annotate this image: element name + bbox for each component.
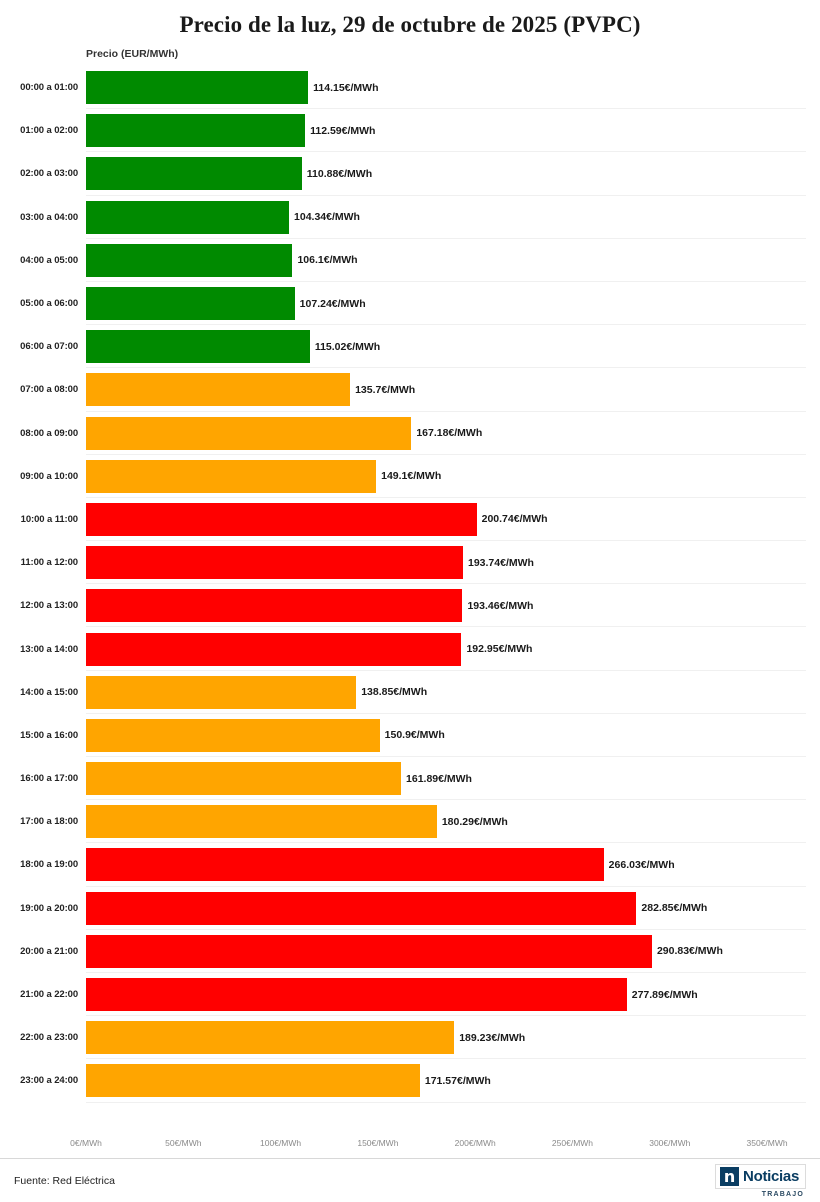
x-axis-tick-label: 200€/MWh: [454, 1138, 496, 1148]
bar-value-label: 200.74€/MWh: [481, 513, 548, 526]
bar-track: [86, 152, 806, 195]
bar: [86, 1021, 454, 1054]
table-row: [8, 412, 806, 455]
table-row: [8, 66, 806, 109]
bar-value-label: 138.85€/MWh: [361, 686, 428, 699]
bar-category-label: 08:00 a 09:00: [20, 427, 78, 439]
bar: [86, 935, 652, 968]
table-row: [8, 584, 806, 627]
logo-mark-icon: n: [720, 1167, 739, 1186]
bar-track: [86, 1016, 806, 1059]
y-axis-label: Precio (EUR/MWh): [86, 48, 179, 60]
bar: [86, 719, 380, 752]
bar-category-label: 02:00 a 03:00: [20, 168, 78, 180]
bar-track: [86, 541, 806, 584]
bar-category-label: 22:00 a 23:00: [20, 1032, 78, 1044]
bar: [86, 676, 356, 709]
table-row: [8, 714, 806, 757]
bar-category-label: 19:00 a 20:00: [20, 902, 78, 914]
table-row: [8, 627, 806, 670]
bar-track: [86, 930, 806, 973]
bar-value-label: 192.95€/MWh: [466, 643, 533, 656]
bar-category-label: 00:00 a 01:00: [20, 82, 78, 94]
bar: [86, 978, 627, 1011]
brand-logo: [715, 1164, 806, 1198]
bar-track: [86, 627, 806, 670]
table-row: [8, 152, 806, 195]
bar-value-label: 282.85€/MWh: [641, 902, 708, 915]
table-row: [8, 1059, 806, 1102]
bar-track: [86, 325, 806, 368]
logo-main: [715, 1164, 806, 1189]
bar-category-label: 01:00 a 02:00: [20, 125, 78, 137]
table-row: [8, 455, 806, 498]
bar-track: [86, 800, 806, 843]
bar-track: [86, 973, 806, 1016]
bar: [86, 114, 305, 147]
table-row: [8, 757, 806, 800]
table-row: [8, 325, 806, 368]
bar: [86, 589, 462, 622]
bar-category-label: 11:00 a 12:00: [20, 557, 78, 569]
table-row: [8, 973, 806, 1016]
bar: [86, 503, 477, 536]
bar-category-label: 09:00 a 10:00: [20, 470, 78, 482]
table-row: [8, 368, 806, 411]
bar-category-label: 14:00 a 15:00: [20, 686, 78, 698]
bar-value-label: 106.1€/MWh: [297, 254, 358, 267]
bar-track: [86, 109, 806, 152]
bar-track: [86, 282, 806, 325]
bar-value-label: 189.23€/MWh: [459, 1031, 526, 1044]
bar-value-label: 112.59€/MWh: [310, 124, 376, 137]
table-row: [8, 196, 806, 239]
bar: [86, 201, 289, 234]
bar-category-label: 06:00 a 07:00: [20, 341, 78, 353]
bar-category-label: 17:00 a 18:00: [20, 816, 78, 828]
bar-category-label: 15:00 a 16:00: [20, 729, 78, 741]
bar-track: [86, 498, 806, 541]
bar-category-label: 03:00 a 04:00: [20, 211, 78, 223]
bar: [86, 330, 310, 363]
plot-area: [0, 66, 820, 1132]
bar-track: [86, 455, 806, 498]
bar-value-label: 171.57€/MWh: [424, 1074, 491, 1087]
logo-text: Noticias: [743, 1167, 799, 1185]
x-axis-tick-label: 50€/MWh: [165, 1138, 202, 1148]
table-row: [8, 282, 806, 325]
bar-value-label: 161.89€/MWh: [406, 772, 472, 785]
x-axis-tick-label: 300€/MWh: [649, 1138, 691, 1148]
bar-value-label: 277.89€/MWh: [631, 988, 698, 1001]
bar-value-label: 193.46€/MWh: [467, 599, 534, 612]
bar-value-label: 193.74€/MWh: [468, 556, 534, 569]
bar-value-label: 149.1€/MWh: [381, 470, 442, 483]
x-axis-tick-label: 350€/MWh: [746, 1138, 788, 1148]
bar-category-label: 16:00 a 17:00: [20, 773, 78, 785]
bar-track: [86, 887, 806, 930]
bar-category-label: 18:00 a 19:00: [20, 859, 78, 871]
x-axis-tick-label: 100€/MWh: [260, 1138, 302, 1148]
bar-value-label: 150.9€/MWh: [384, 729, 445, 742]
bar-category-label: 05:00 a 06:00: [20, 298, 78, 310]
bar-category-label: 20:00 a 21:00: [20, 945, 78, 957]
bar: [86, 157, 302, 190]
table-row: [8, 1016, 806, 1059]
source-note: Fuente: Red Eléctrica: [14, 1174, 115, 1187]
bar-value-label: 107.24€/MWh: [299, 297, 366, 310]
bar: [86, 805, 437, 838]
table-row: [8, 671, 806, 714]
bar-category-label: 13:00 a 14:00: [20, 643, 78, 655]
table-row: [8, 800, 806, 843]
bar-track: [86, 1059, 806, 1102]
chart-footer: [0, 1158, 820, 1202]
bar-category-label: 04:00 a 05:00: [20, 254, 78, 266]
x-axis: [70, 1132, 806, 1158]
bar-category-label: 07:00 a 08:00: [20, 384, 78, 396]
table-row: [8, 498, 806, 541]
bar: [86, 287, 295, 320]
x-axis-tick-label: 150€/MWh: [357, 1138, 399, 1148]
logo-subtitle: TRABAJO: [761, 1190, 804, 1198]
bar-value-label: 135.7€/MWh: [355, 383, 416, 396]
bar: [86, 848, 604, 881]
bar-track: [86, 584, 806, 627]
bar-track: [86, 843, 806, 886]
bar: [86, 244, 292, 277]
bar-value-label: 114.15€/MWh: [313, 81, 379, 94]
bar: [86, 546, 463, 579]
bar-value-label: 266.03€/MWh: [608, 858, 675, 871]
table-row: [8, 843, 806, 886]
bar-track: [86, 196, 806, 239]
bar-category-label: 23:00 a 24:00: [20, 1075, 78, 1087]
bar-track: [86, 714, 806, 757]
bar-category-label: 12:00 a 13:00: [20, 600, 78, 612]
bar: [86, 633, 461, 666]
bar-track: [86, 239, 806, 282]
bar-value-label: 115.02€/MWh: [314, 340, 381, 353]
bar-value-label: 167.18€/MWh: [416, 427, 483, 440]
bar-track: [86, 66, 806, 109]
bar: [86, 417, 411, 450]
bar-value-label: 180.29€/MWh: [441, 815, 508, 828]
bar-rows: [8, 66, 806, 1103]
x-axis-tick-label: 250€/MWh: [551, 1138, 594, 1148]
bar-value-label: 290.83€/MWh: [656, 945, 723, 958]
table-row: [8, 930, 806, 973]
bar-category-label: 10:00 a 11:00: [20, 513, 78, 525]
bar-track: [86, 368, 806, 411]
bar: [86, 1064, 420, 1097]
bar-track: [86, 412, 806, 455]
bar: [86, 762, 401, 795]
bar: [86, 373, 350, 406]
bar: [86, 71, 308, 104]
table-row: [8, 239, 806, 282]
table-row: [8, 109, 806, 152]
page-title: Precio de la luz, 29 de octubre de 2025 (PVPC): [179, 12, 641, 37]
x-axis-tick-label: 0€/MWh: [70, 1138, 102, 1148]
bar-category-label: 21:00 a 22:00: [20, 989, 78, 1001]
bar-value-label: 110.88€/MWh: [306, 167, 373, 180]
bar: [86, 460, 376, 493]
bar-value-label: 104.34€/MWh: [294, 211, 360, 224]
bar-track: [86, 757, 806, 800]
bar: [86, 892, 636, 925]
table-row: [8, 541, 806, 584]
bar-track: [86, 671, 806, 714]
table-row: [8, 887, 806, 930]
